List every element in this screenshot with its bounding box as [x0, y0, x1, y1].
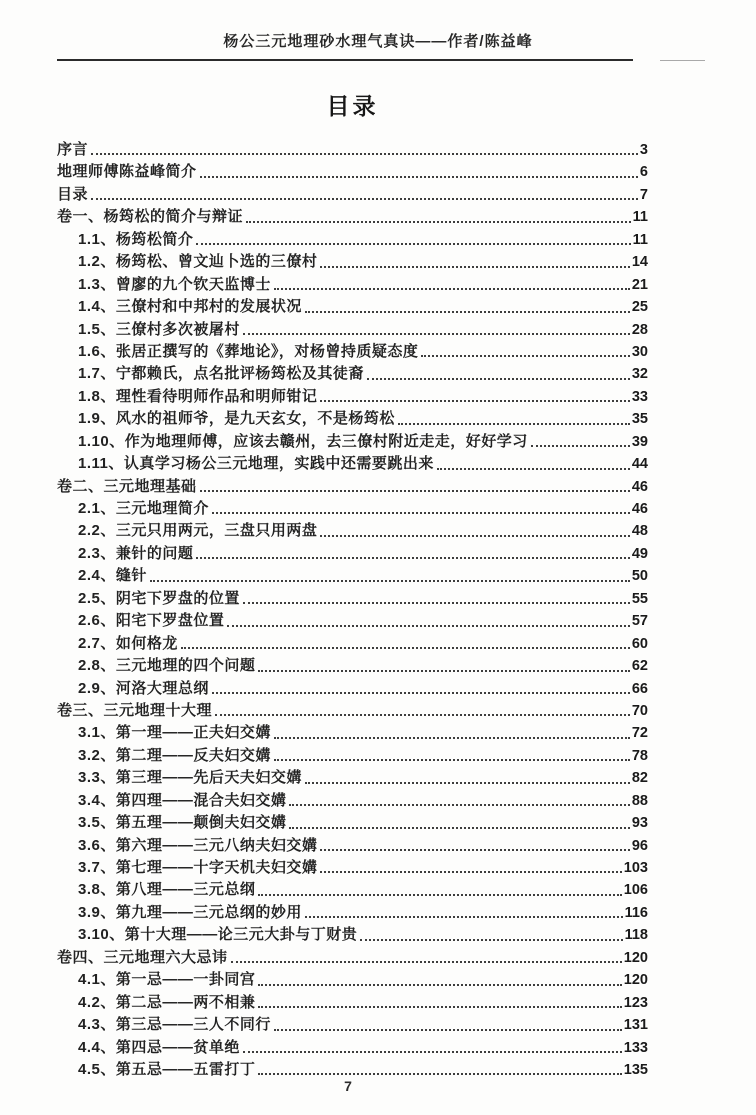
toc-leader-dots — [258, 984, 621, 986]
toc-row — [57, 251, 648, 273]
toc-entry-label: 2.8、三元地理的四个问题 — [78, 657, 256, 675]
toc-row — [57, 700, 648, 722]
toc-row — [57, 139, 648, 161]
toc-leader-dots — [227, 625, 630, 627]
toc-page-number: 93 — [631, 815, 648, 832]
toc-entry-label: 1.6、张居正撰写的《葬地论》，对杨曾持质疑态度 — [78, 342, 419, 360]
toc-page-number: 96 — [631, 837, 648, 854]
toc-page-number: 21 — [631, 276, 648, 293]
toc-entry-label: 3.2、第二理——反夫妇交媾 — [78, 746, 271, 764]
toc-leader-dots — [246, 221, 631, 223]
toc-entry-label: 2.4、缝针 — [78, 567, 147, 585]
toc-page-number: 46 — [631, 501, 648, 517]
toc-page-number: 106 — [623, 882, 648, 899]
toc-row — [57, 319, 648, 341]
header-rule-faint — [660, 60, 705, 61]
toc-page-number: 33 — [631, 388, 648, 405]
toc-page-number: 88 — [631, 792, 648, 809]
toc-entry-label: 地理师傅陈益峰简介 — [57, 163, 197, 181]
toc-row — [57, 296, 648, 318]
toc-row — [57, 655, 648, 677]
toc-page-number: 55 — [631, 590, 648, 607]
toc-page-number: 82 — [631, 770, 648, 787]
toc-page-number: 135 — [623, 1061, 648, 1078]
toc-entry-label: 3.6、第六理——三元八纳夫妇交媾 — [78, 836, 318, 854]
toc-entry-label: 卷四、三元地理六大忌讳 — [57, 948, 228, 966]
toc-entry-label: 1.5、三僚村多次被屠村 — [78, 320, 240, 338]
toc-page-number: 7 — [639, 186, 648, 203]
toc-leader-dots — [320, 871, 621, 873]
toc-page-number: 28 — [631, 321, 648, 338]
toc-row — [57, 767, 648, 789]
toc-page-number: 120 — [623, 972, 648, 989]
toc-row — [57, 543, 648, 565]
toc-row — [57, 857, 648, 879]
toc-leader-dots — [196, 243, 630, 245]
toc-row — [57, 835, 648, 857]
toc-leader-dots — [243, 333, 630, 335]
toc-page-number: 62 — [631, 658, 648, 675]
toc-row — [57, 341, 648, 363]
toc-page-number: 118 — [624, 927, 648, 944]
toc-leader-dots — [305, 311, 630, 313]
toc-entry-label: 4.4、第四忌——贫单绝 — [78, 1038, 240, 1056]
toc-leader-dots — [398, 423, 630, 425]
toc-row — [57, 565, 648, 587]
toc-page-number: 78 — [631, 747, 648, 764]
toc-row — [57, 408, 648, 430]
toc-entry-label: 1.4、三僚村和中邦村的发展状况 — [78, 298, 302, 316]
toc-entry-label: 2.3、兼针的问题 — [78, 544, 194, 562]
toc-entry-label: 4.1、第一忌——一卦同宫 — [78, 971, 256, 989]
toc-entry-label: 1.2、杨筠松、曾文辿卜选的三僚村 — [78, 253, 318, 271]
toc-page-number: 133 — [623, 1039, 648, 1056]
toc-row — [57, 229, 648, 251]
toc-entry-label: 3.8、第八理——三元总纲 — [78, 881, 256, 899]
toc-leader-dots — [274, 759, 630, 761]
toc-leader-dots — [212, 692, 630, 694]
toc-leader-dots — [289, 804, 630, 806]
toc-row — [57, 992, 648, 1014]
toc-leader-dots — [200, 490, 630, 492]
toc-page-number: 25 — [631, 299, 648, 316]
toc-row — [57, 902, 648, 924]
toc-entry-label: 3.9、第九理——三元总纲的妙用 — [78, 903, 302, 921]
toc-entry-label: 1.3、曾廖的九个钦天监博士 — [78, 275, 271, 293]
toc-leader-dots — [360, 939, 622, 941]
toc-page-number: 131 — [623, 1017, 648, 1034]
toc-entry-label: 序言 — [57, 141, 89, 158]
toc-page-number: 66 — [631, 680, 648, 697]
toc-row — [57, 1014, 648, 1036]
toc-row — [57, 431, 648, 453]
toc-entry-label: 2.1、三元地理简介 — [78, 500, 209, 517]
footer-page-number: 7 — [344, 1078, 352, 1094]
toc-leader-dots — [258, 894, 621, 896]
toc-row — [57, 206, 648, 228]
toc-list — [57, 139, 648, 1081]
toc-leader-dots — [305, 916, 623, 918]
toc-row — [57, 498, 648, 520]
toc-page-number: 50 — [631, 568, 648, 585]
toc-leader-dots — [243, 1051, 622, 1053]
toc-row — [57, 947, 648, 969]
toc-leader-dots — [200, 176, 638, 178]
toc-page-number: 70 — [631, 702, 648, 719]
toc-page-number: 49 — [631, 545, 648, 562]
toc-page-number: 123 — [623, 994, 648, 1011]
toc-leader-dots — [320, 849, 630, 851]
toc-page-number: 14 — [631, 254, 648, 271]
toc-entry-label: 1.8、理性看待明师作品和明师钳记 — [78, 387, 318, 405]
toc-row — [57, 161, 648, 183]
toc-row — [57, 610, 648, 632]
toc-row — [57, 386, 648, 408]
page-title: 目录 — [326, 93, 379, 119]
toc-entry-label: 卷三、三元地理十大理 — [57, 701, 213, 719]
toc-page-number: 120 — [623, 949, 648, 966]
toc-row — [57, 678, 648, 700]
toc-entry-label: 目录 — [57, 185, 89, 203]
toc-entry-label: 1.10、作为地理师傅，应该去赣州，去三僚村附近走走，好好学习 — [78, 432, 528, 450]
toc-entry-label: 4.2、第二忌——两不相兼 — [78, 993, 256, 1011]
toc-row — [57, 520, 648, 542]
toc-leader-dots — [150, 580, 630, 582]
toc-leader-dots — [320, 535, 630, 537]
toc-entry-label: 3.7、第七理——十字天机夫妇交媾 — [78, 859, 318, 876]
toc-entry-label: 2.5、阴宅下罗盘的位置 — [78, 589, 240, 607]
toc-leader-dots — [91, 153, 638, 155]
toc-leader-dots — [367, 378, 630, 380]
toc-row — [57, 363, 648, 385]
toc-entry-label: 卷二、三元地理基础 — [57, 477, 197, 495]
toc-row — [57, 476, 648, 498]
toc-entry-label: 3.3、第三理——先后天夫妇交媾 — [78, 769, 302, 787]
toc-page-number: 44 — [631, 456, 648, 473]
toc-row — [57, 274, 648, 296]
toc-page-number: 3 — [639, 142, 648, 158]
toc-row — [57, 184, 648, 206]
toc-row — [57, 745, 648, 767]
toc-row — [57, 722, 648, 744]
toc-page-number: 32 — [631, 366, 648, 383]
toc-entry-label: 3.4、第四理——混合夫妇交媾 — [78, 791, 287, 809]
toc-leader-dots — [274, 1029, 622, 1031]
toc-leader-dots — [196, 557, 630, 559]
toc-leader-dots — [258, 1073, 621, 1075]
toc-page-number: 30 — [631, 343, 648, 360]
toc-entry-label: 1.11、认真学习杨公三元地理，实践中还需要跳出来 — [78, 455, 434, 473]
toc-leader-dots — [181, 647, 630, 649]
toc-leader-dots — [531, 445, 630, 447]
toc-entry-label: 2.2、三元只用两元，三盘只用两盘 — [78, 522, 318, 540]
toc-entry-label: 2.6、阳宅下罗盘位置 — [78, 612, 225, 630]
toc-page-number: 48 — [631, 523, 648, 540]
toc-page-number: 116 — [624, 904, 648, 921]
toc-entry-label: 3.5、第五理——颠倒夫妇交媾 — [78, 814, 287, 832]
toc-leader-dots — [320, 266, 630, 268]
toc-leader-dots — [258, 1006, 621, 1008]
toc-leader-dots — [274, 737, 630, 739]
toc-entry-label: 2.7、如何格龙 — [78, 634, 178, 652]
toc-page-number: 60 — [631, 635, 648, 652]
toc-leader-dots — [243, 602, 630, 604]
toc-page-number: 11 — [632, 209, 648, 226]
toc-leader-dots — [91, 198, 638, 200]
toc-entry-label: 4.5、第五忌——五雷打丁 — [78, 1060, 256, 1078]
toc-entry-label: 4.3、第三忌——三人不同行 — [78, 1016, 271, 1034]
toc-row — [57, 969, 648, 991]
toc-entry-label: 1.9、风水的祖师爷，是九天玄女，不是杨筠松 — [78, 410, 395, 428]
toc-page-number: 39 — [631, 433, 648, 450]
toc-entry-label: 1.1、杨筠松简介 — [78, 230, 194, 248]
toc-entry-label: 3.1、第一理——正夫妇交媾 — [78, 724, 271, 742]
toc-leader-dots — [258, 670, 630, 672]
toc-page-number: 11 — [632, 231, 648, 248]
toc-row — [57, 633, 648, 655]
toc-entry-label: 1.7、宁都赖氏，点名批评杨筠松及其徒裔 — [78, 365, 364, 383]
toc-row — [57, 812, 648, 834]
toc-entry-label: 卷一、杨筠松的简介与辩证 — [57, 208, 244, 226]
toc-page-number: 72 — [631, 725, 648, 742]
toc-leader-dots — [289, 827, 630, 829]
header-rule — [57, 59, 633, 61]
toc-leader-dots — [231, 961, 622, 963]
toc-leader-dots — [215, 714, 630, 716]
toc-row — [57, 1037, 648, 1059]
toc-leader-dots — [274, 288, 630, 290]
toc-row — [57, 879, 648, 901]
toc-entry-label: 2.9、河洛大理总纲 — [78, 679, 209, 697]
toc-row — [57, 924, 648, 946]
toc-leader-dots — [305, 782, 630, 784]
toc-leader-dots — [421, 355, 630, 357]
toc-page-number: 35 — [631, 411, 648, 428]
toc-leader-dots — [320, 400, 630, 402]
toc-page-number: 46 — [631, 478, 648, 495]
toc-page-number: 6 — [639, 164, 648, 181]
toc-page-number: 57 — [631, 613, 648, 630]
toc-leader-dots — [212, 512, 630, 514]
toc-page-number: 103 — [623, 860, 648, 876]
toc-row — [57, 588, 648, 610]
toc-row — [57, 453, 648, 475]
toc-leader-dots — [437, 468, 630, 470]
running-header: 杨公三元地理砂水理气真诀——作者/陈益峰 — [223, 33, 533, 50]
toc-entry-label: 3.10、第十大理——论三元大卦与丁财贵 — [78, 926, 358, 944]
toc-row — [57, 790, 648, 812]
